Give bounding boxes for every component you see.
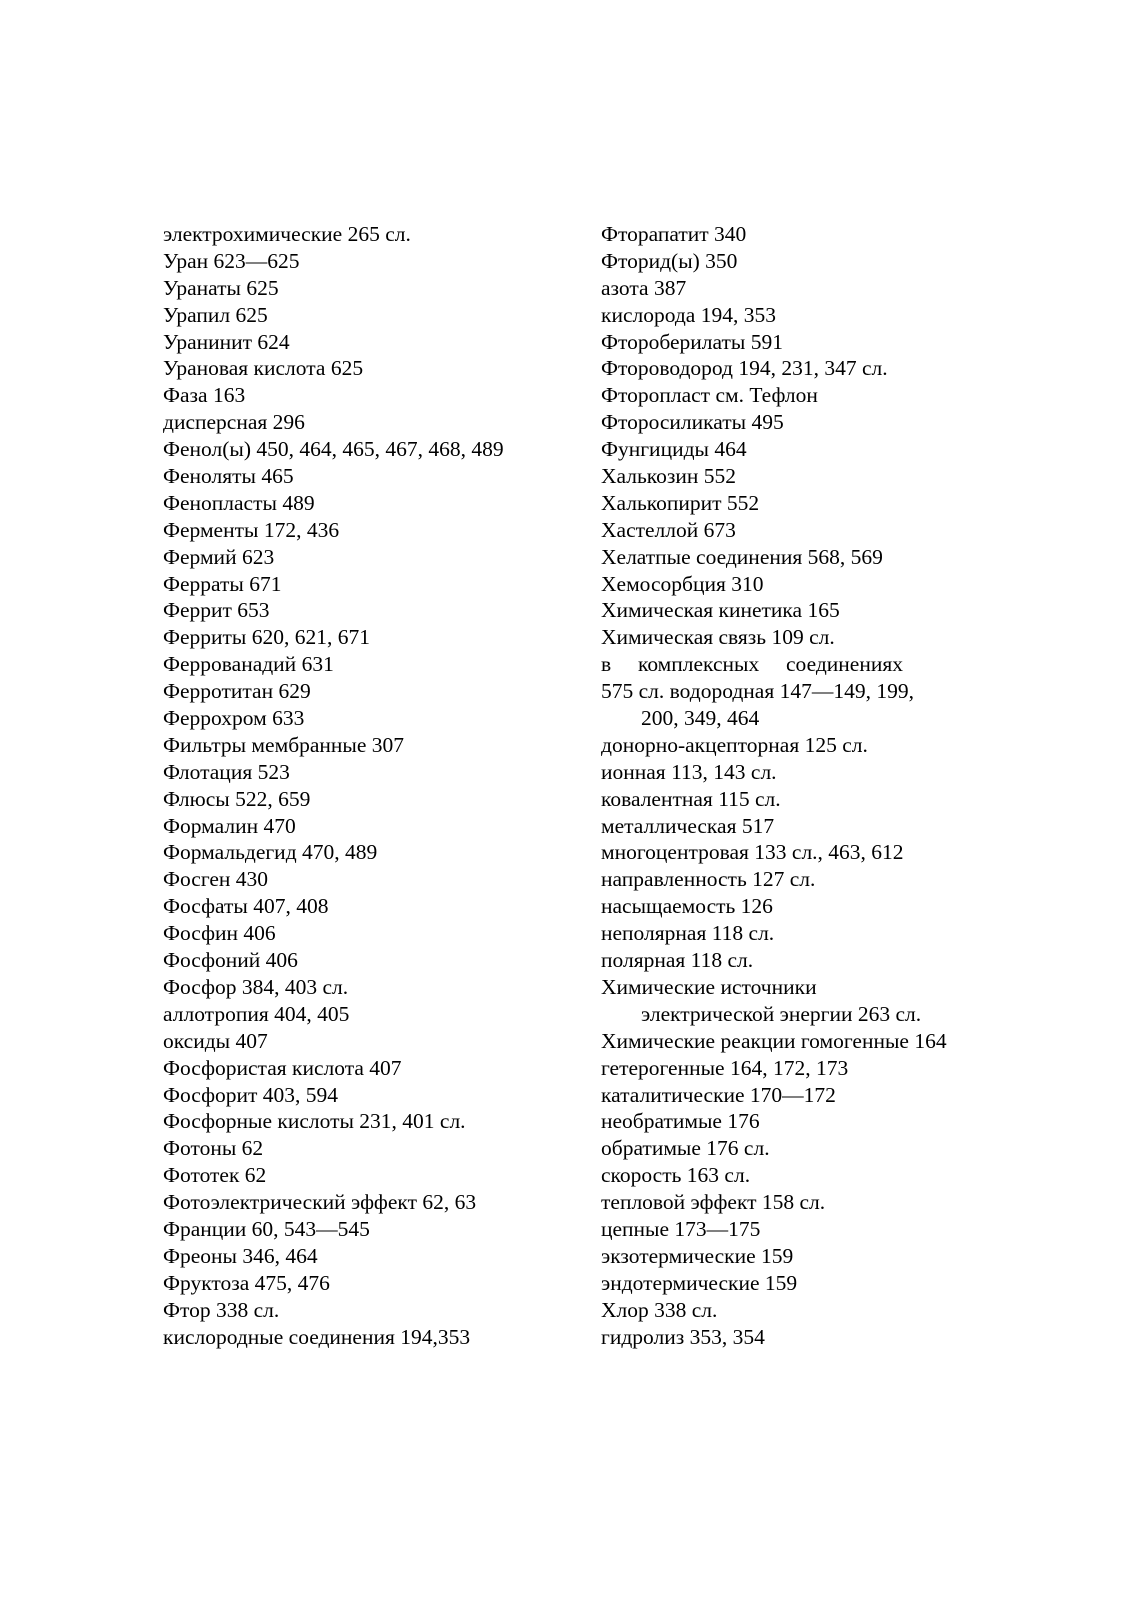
index-column-left	[163, 221, 563, 1350]
index-entry: металлическая 517	[601, 813, 775, 838]
index-entry: Фтор 338 сл.	[163, 1297, 280, 1322]
index-entry: Фильтры мембранные 307	[163, 732, 405, 757]
index-entry: Уранинит 624	[163, 329, 290, 354]
index-entry: направленность 127 сл.	[601, 867, 816, 892]
index-entry: оксиды 407	[163, 1028, 268, 1053]
index-entry: Фаза 163	[163, 383, 246, 408]
index-entry: Фототек 62	[163, 1163, 267, 1188]
index-entry: полярная 118 сл.	[601, 948, 754, 973]
index-entry: Фунгициды 464	[601, 437, 747, 462]
index-entry: Фосфин 406	[163, 921, 276, 946]
index-entry: Фосфор 384, 403 сл.	[163, 974, 349, 999]
index-entry: Фторид(ы) 350	[601, 248, 738, 273]
index-entry: Флотация 523	[163, 759, 290, 784]
index-entry: Фенопласты 489	[163, 490, 315, 515]
index-entry: Фреоны 346, 464	[163, 1243, 318, 1268]
index-entry: гетерогенные 164, 172, 173	[601, 1055, 849, 1080]
justified-word: комплексных	[637, 652, 760, 677]
index-entry: Хастеллой 673	[601, 517, 736, 542]
index-entry: Формалин 470	[163, 813, 296, 838]
index-entry: насыщаемость 126	[601, 894, 773, 919]
index-entry: гидролиз 353, 354	[601, 1324, 765, 1349]
index-entry: Фторапатит 340	[601, 222, 747, 246]
index-entry: скорость 163 сл.	[601, 1163, 751, 1188]
index-entry: Феррохром 633	[163, 706, 305, 731]
index-entry: Фотоэлектрический эффект 62, 63	[163, 1190, 477, 1215]
index-entry: Хлор 338 сл.	[601, 1297, 718, 1322]
index-entry: Ферменты 172, 436	[163, 517, 340, 542]
index-entry: Химическая кинетика 165	[601, 598, 840, 623]
index-entry: каталитические 170—172	[601, 1082, 836, 1107]
index-entry: аллотропия 404, 405	[163, 1001, 350, 1026]
index-entry: Халькозин 552	[601, 464, 737, 489]
index-entry: Уранаты 625	[163, 275, 279, 300]
index-entry: Химические источники	[601, 974, 817, 999]
index-entry: электрохимические 265 сл.	[163, 222, 411, 246]
index-entry: Флюсы 522, 659	[163, 786, 311, 811]
index-entry: Фосфаты 407, 408	[163, 894, 329, 919]
index-entry: Урапил 625	[163, 302, 268, 327]
index-entry-continuation: 200, 349, 464	[641, 706, 760, 731]
index-entry: азота 387	[601, 275, 687, 300]
index-entry: Фермий 623	[163, 544, 275, 569]
index-entry: Ферротитан 629	[163, 679, 311, 704]
index-entry: Фтороводород 194, 231, 347 сл.	[601, 356, 888, 381]
index-entry: Халькопирит 552	[601, 490, 760, 515]
index-entry: Химическая связь 109 сл.	[601, 625, 835, 650]
index-entry: Фотоны 62	[163, 1136, 264, 1161]
index-entry: Фенол(ы) 450, 464, 465, 467, 468, 489	[163, 437, 504, 462]
index-entry: Хелатпые соединения 568, 569	[601, 544, 883, 569]
index-entry-continuation: электрической энергии 263 сл.	[641, 1001, 922, 1026]
index-entry: многоцентровая 133 сл., 463, 612	[601, 840, 904, 865]
index-entry: Фосфорные кислоты 231, 401 сл.	[163, 1109, 466, 1134]
index-entry: Фторосиликаты 495	[601, 410, 784, 435]
index-entry: Ферраты 671	[163, 571, 282, 596]
index-entry: Фосген 430	[163, 867, 269, 892]
index-entry: тепловой эффект 158 сл.	[601, 1190, 826, 1215]
index-entry: донорно-акцепторная 125 сл.	[601, 732, 868, 757]
index-entry: Феноляты 465	[163, 464, 294, 489]
index-entry: Фосфористая кислота 407	[163, 1055, 402, 1080]
index-entry: ионная 113, 143 сл.	[601, 759, 777, 784]
index-entry: Франции 60, 543—545	[163, 1216, 370, 1241]
index-column-right	[601, 221, 1001, 1350]
index-entry: ковалентная 115 сл.	[601, 786, 781, 811]
index-entry: Ферриты 620, 621, 671	[163, 625, 371, 650]
index-entry: дисперсная 296	[163, 410, 305, 435]
index-entry: Фосфорит 403, 594	[163, 1082, 339, 1107]
index-entry: кислорода 194, 353	[601, 302, 776, 327]
index-entry: 575 сл. водородная 147—149, 199,	[601, 679, 914, 704]
index-entry: обратимые 176 сл.	[601, 1136, 770, 1161]
index-entry: Химические реакции гомогенные 164	[601, 1028, 947, 1053]
index-entry: Феррит 653	[163, 598, 270, 623]
index-entry: Фтороберилаты 591	[601, 329, 783, 354]
index-entry: цепные 173—175	[601, 1216, 761, 1241]
index-entry: Урановая кислота 625	[163, 356, 364, 381]
justified-word: соединениях	[786, 652, 903, 677]
index-entry: кислородные соединения 194,353	[163, 1324, 471, 1349]
index-entry: Фторопласт см. Тефлон	[601, 383, 818, 408]
index-entry: Феррованадий 631	[163, 652, 334, 677]
justified-word: в	[601, 652, 612, 677]
index-entry: эндотермические 159	[601, 1270, 798, 1295]
index-entry: Уран 623—625	[163, 248, 300, 273]
index-entry: Хемосорбция 310	[601, 571, 764, 596]
index-entry-justified	[601, 651, 903, 678]
index-entry: необратимые 176	[601, 1109, 760, 1134]
index-entry: экзотермические 159	[601, 1243, 794, 1268]
index-entry: неполярная 118 сл.	[601, 921, 775, 946]
index-entry: Фосфоний 406	[163, 948, 298, 973]
index-entry: Фруктоза 475, 476	[163, 1270, 330, 1295]
index-entry: Формальдегид 470, 489	[163, 840, 378, 865]
